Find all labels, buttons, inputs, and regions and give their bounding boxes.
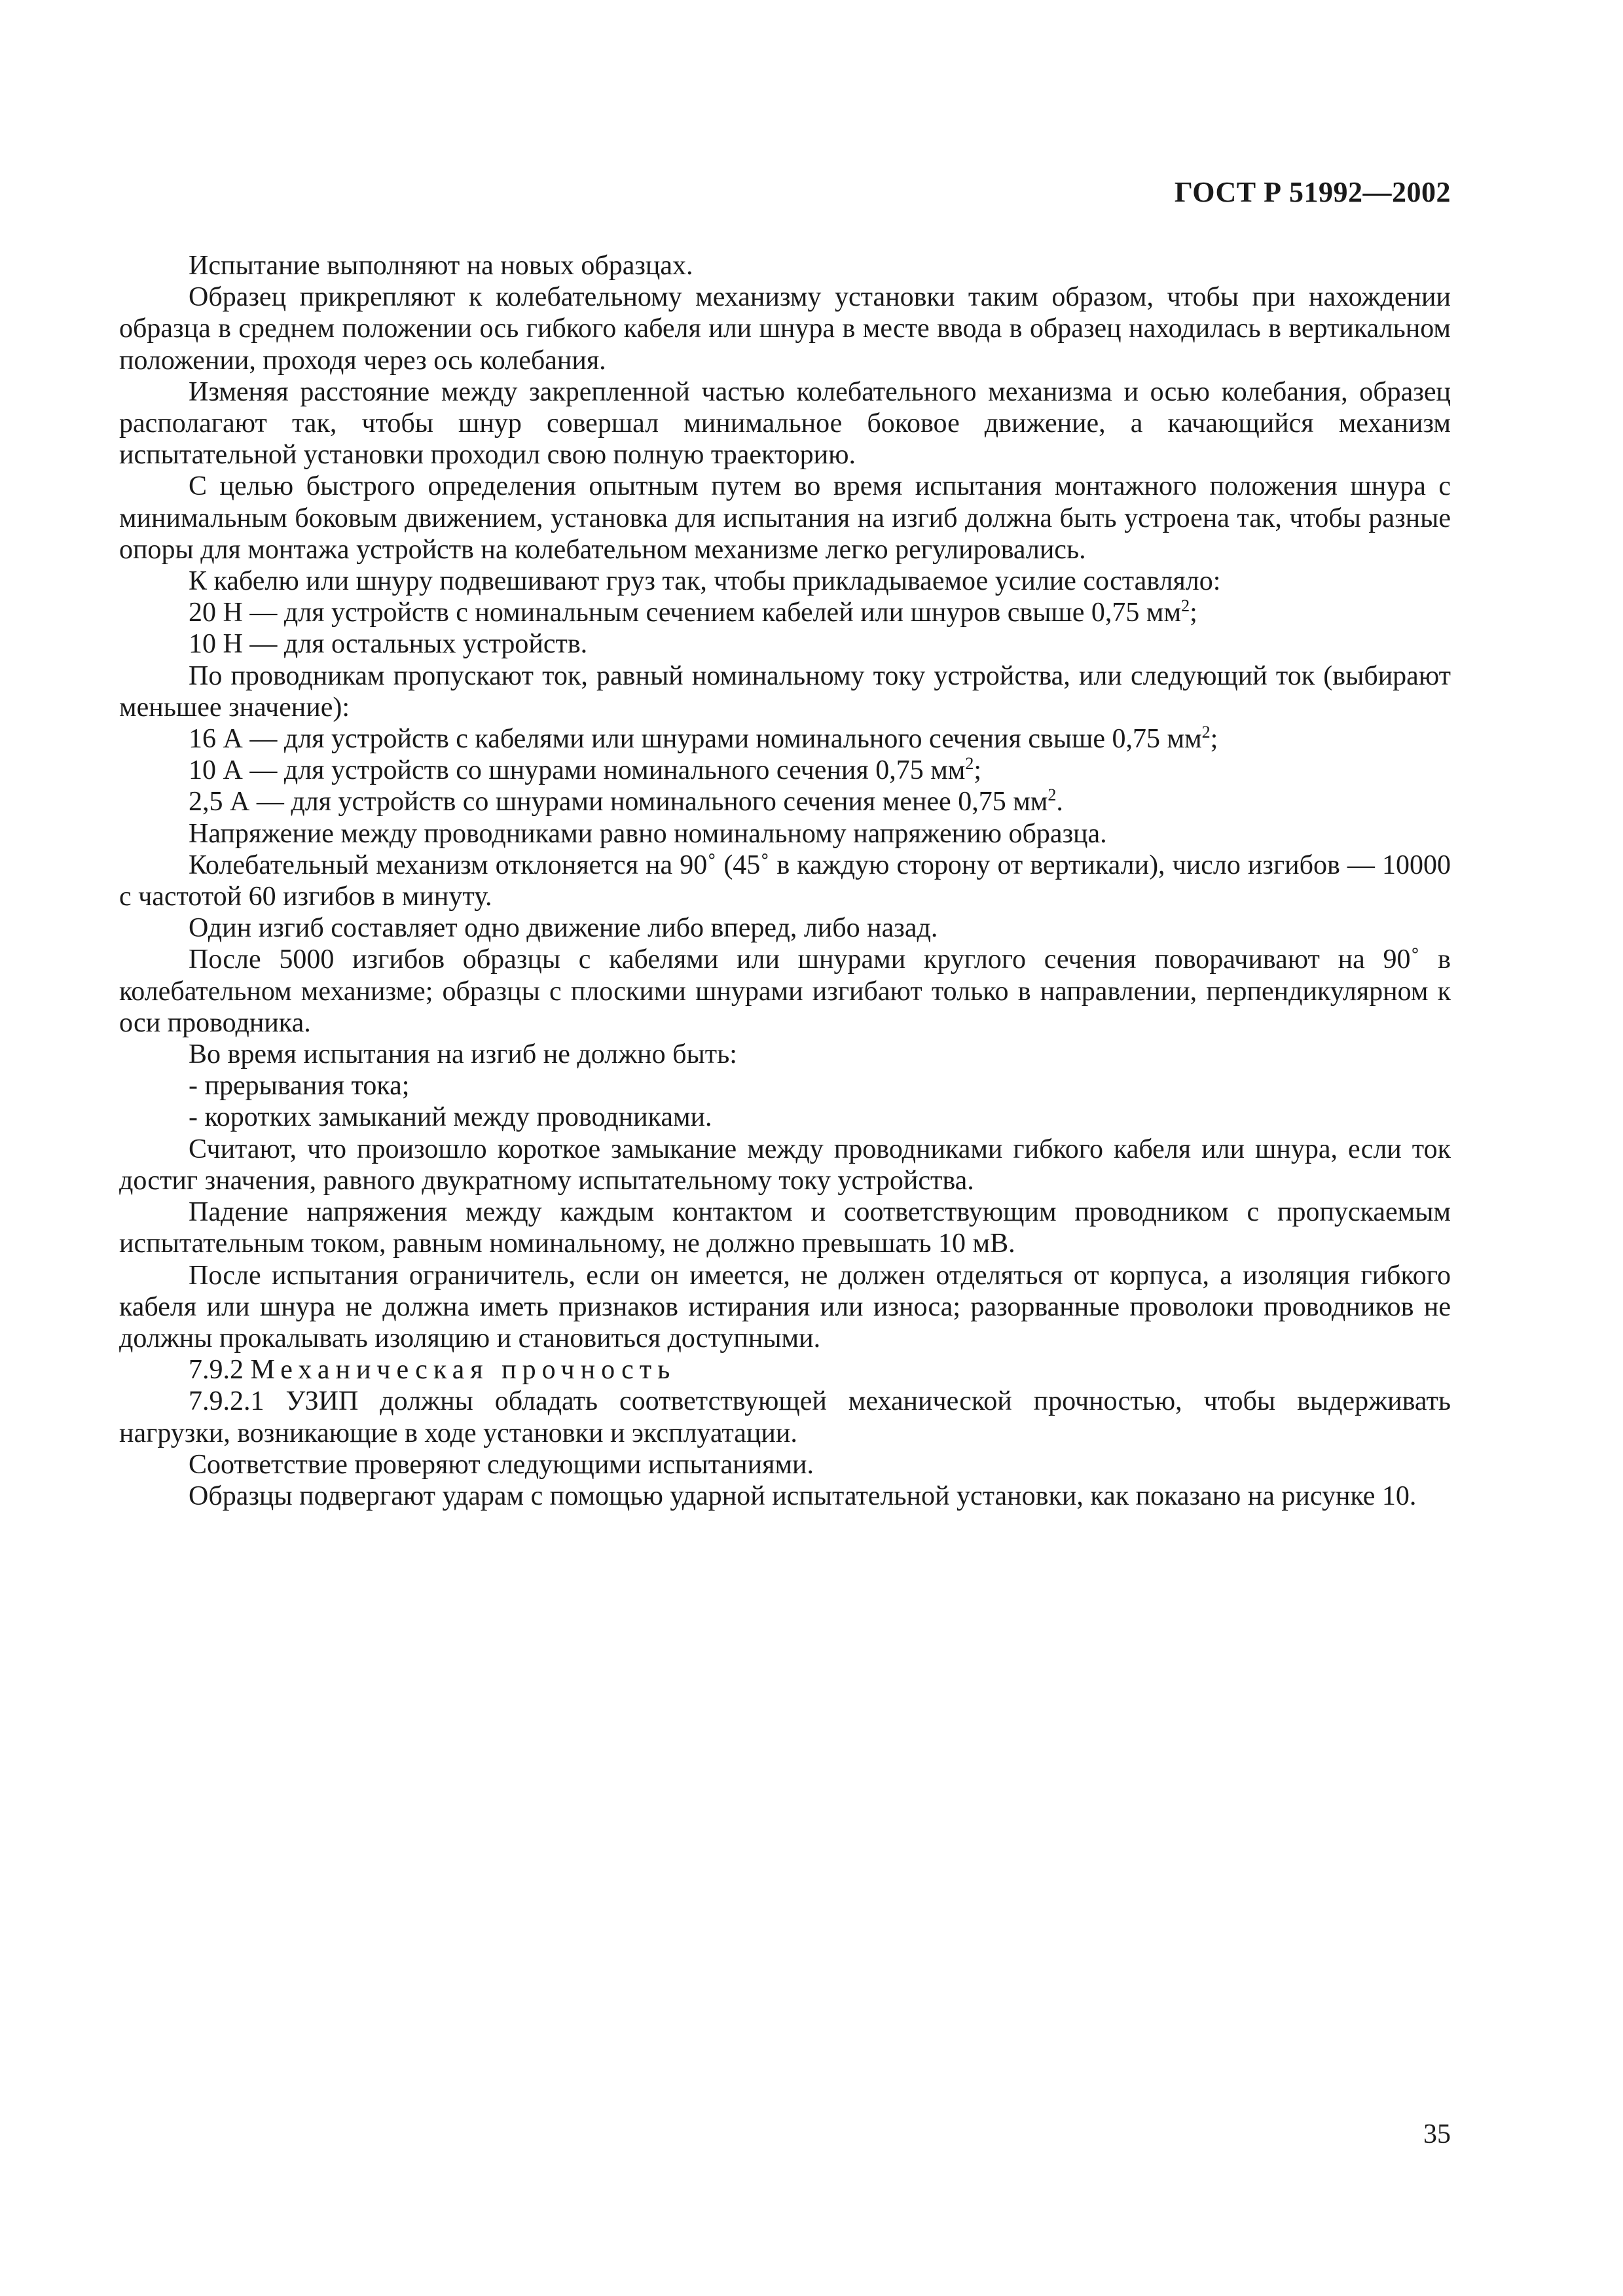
section-title: Механическая прочность — [250, 1355, 676, 1386]
section-heading — [119, 1354, 1451, 1386]
superscript: 2 — [965, 754, 974, 774]
paragraph: Считают, что произошло короткое замыкание между проводниками гибкого кабеля или шнура, если ток достиг значения, равного двукратному испытательному току устройства. — [119, 1134, 1451, 1196]
section-number: 7.9.2 — [189, 1355, 244, 1386]
superscript: 2 — [1048, 785, 1057, 805]
paragraph: Колебательный механизм отклоняется на 90˚ (45˚ в каждую сторону от вертикали), число изгибов — 10000 с частотой 60 изгибов в минуту. — [119, 850, 1451, 912]
paragraph: Образцы подвергают ударам с помощью ударной испытательной установки, как показано на рисунке 10. — [189, 1480, 1417, 1511]
punctuation: . — [1056, 787, 1063, 817]
paragraph: После 5000 изгибов образцы с кабелями или шнурами круглого сечения поворачивают на 90˚ в колебательном механизме; образцы с плоскими шнурами изгибают только в направлении, перпендикулярном к оси проводника. — [119, 944, 1451, 1038]
superscript: 2 — [1201, 723, 1211, 742]
paragraph: По проводникам пропускают ток, равный номинальному току устройства, или следующий ток (выбирают меньшее значение): — [119, 660, 1451, 723]
paragraph: После испытания ограничитель, если он имеется, не должен отделяться от корпуса, а изоляция гибкого кабеля или шнура не должна иметь признаков истирания или износа; разорванные проволоки проводников не должны прокалывать изоляцию и становиться доступными. — [119, 1260, 1451, 1354]
paragraph: Падение напряжения между каждым контактом и соответствующим проводником с пропускаемым испытательным током, равным номинальному, не должно превышать 10 мВ. — [119, 1197, 1451, 1259]
paragraph: Один изгиб составляет одно движение либо вперед, либо назад. — [189, 913, 938, 944]
list-item-text: 20 Н — для устройств с номинальным сечением кабелей или шнуров свыше 0,75 мм — [189, 598, 1182, 628]
list-item — [119, 597, 1451, 628]
list-item — [119, 755, 1451, 786]
list-item: - коротких замыканий между проводниками. — [189, 1102, 712, 1133]
list-item-text: 10 А — для устройств со шнурами номинального сечения 0,75 мм — [189, 755, 966, 786]
document-body — [119, 250, 1451, 1512]
paragraph: 7.9.2.1 УЗИП должны обладать соответствующей механической прочностью, чтобы выдерживать нагрузки, возникающие в ходе установки и эксплуатации. — [119, 1386, 1451, 1448]
page-number: 35 — [1423, 2119, 1451, 2149]
list-item-text: 16 А — для устройств с кабелями или шнурами номинального сечения свыше 0,75 мм — [189, 724, 1202, 755]
paragraph: К кабелю или шнуру подвешивают груз так, чтобы прикладываемое усилие составляло: — [189, 566, 1221, 597]
paragraph: Соответствие проверяют следующими испытаниями. — [189, 1449, 814, 1480]
punctuation: ; — [1190, 598, 1197, 628]
paragraph: Образец прикрепляют к колебательному механизму установки таким образом, чтобы при нахождении образца в среднем положении ось гибкого кабеля или шнура в месте ввода в образец находилась в вертикальном положении, проходя через ось колебания. — [119, 282, 1451, 376]
list-item — [119, 723, 1451, 755]
paragraph: С целью быстрого определения опытным путем во время испытания монтажного положения шнура с минимальным боковым движением, установка для испытания на изгиб должна быть устроена так, чтобы разные опоры для монтажа устройств на колебательном механизме легко регулировались. — [119, 471, 1451, 565]
paragraph: Испытание выполняют на новых образцах. — [189, 251, 693, 281]
paragraph: Напряжение между проводниками равно номинальному напряжению образца. — [189, 818, 1107, 849]
punctuation: ; — [974, 755, 982, 786]
superscript: 2 — [1181, 596, 1190, 616]
paragraph: Во время испытания на изгиб не должно быть: — [189, 1039, 737, 1070]
punctuation: ; — [1210, 724, 1218, 755]
paragraph: Изменяя расстояние между закрепленной частью колебательного механизма и осью колебания, образец располагают так, чтобы шнур совершал минимальное боковое движение, а качающийся механизм испытательной установки проходил свою полную траекторию. — [119, 376, 1451, 471]
list-item-text: 2,5 А — для устройств со шнурами номинального сечения менее 0,75 мм — [189, 787, 1048, 817]
list-item: - прерывания тока; — [189, 1071, 410, 1102]
list-item — [119, 786, 1451, 817]
list-item: 10 Н — для остальных устройств. — [189, 629, 588, 660]
document-header-id: ГОСТ Р 51992—2002 — [1174, 176, 1451, 208]
